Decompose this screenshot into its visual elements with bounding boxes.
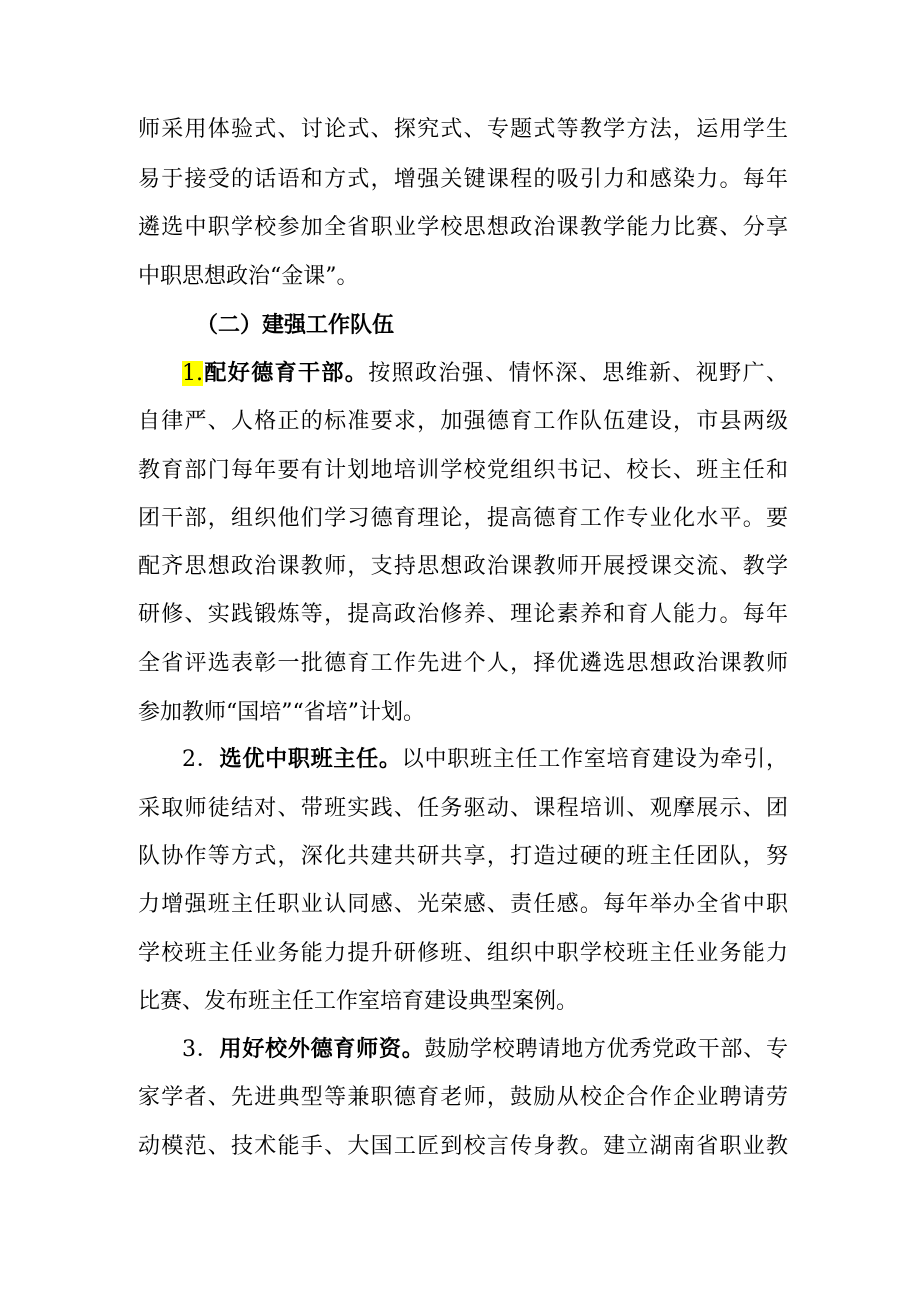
list-number: 3． [182, 1037, 220, 1062]
paragraph-first-line [182, 744, 788, 776]
paragraph-first-line [182, 358, 788, 390]
text-line: 全省评选表彰一批德育工作先进个人，择优遴选思想政治课教师 [138, 651, 788, 676]
paragraph-first-line [182, 1034, 788, 1066]
text-line: 中职思想政治“金课”。 [138, 264, 359, 289]
text-line: 采取师徒结对、带班实践、任务驱动、课程培训、观摩展示、团 [138, 796, 788, 821]
text-line: 动模范、技术能手、大国工匠到校言传身教。建立湖南省职业教 [138, 1134, 788, 1159]
section-heading: （二）建强工作队伍 [196, 313, 395, 338]
text-line: 自律严、人格正的标准要求，加强德育工作队伍建设，市县两级 [138, 409, 788, 434]
text-line: 家学者、先进典型等兼职德育老师，鼓励从校企合作企业聘请劳 [138, 1085, 788, 1110]
text-span: 以中职班主任工作室培育建设为牵引， [401, 747, 788, 772]
paragraph-title: 选优中职班主任。 [219, 747, 402, 772]
text-line: 遴选中职学校参加全省职业学校思想政治课教学能力比赛、分享 [138, 215, 788, 240]
text-line: 队协作等方式，深化共建共研共享，打造过硬的班主任团队，努 [138, 844, 788, 869]
paragraph-title: 配好德育干部。 [203, 361, 369, 386]
text-line: 团干部，组织他们学习德育理论，提高德育工作专业化水平。要 [138, 506, 788, 531]
list-number-highlighted: 1. [182, 361, 203, 386]
list-number: 2． [182, 747, 220, 772]
text-line: 比赛、发布班主任工作室培育建设典型案例。 [138, 989, 579, 1014]
text-line: 易于接受的话语和方式，增强关键课程的吸引力和感染力。每年 [138, 167, 788, 192]
text-span: 按照政治强、情怀深、思维新、视野广、 [368, 361, 788, 386]
text-span: 鼓励学校聘请地方优秀党政干部、专 [424, 1037, 788, 1062]
text-line: 师采用体验式、讨论式、探究式、专题式等教学方法，运用学生 [138, 117, 788, 142]
text-line: 力增强班主任职业认同感、光荣感、责任感。每年举办全省中职 [138, 892, 788, 917]
paragraph-title: 用好校外德育师资。 [219, 1037, 425, 1062]
text-line: 教育部门每年要有计划地培训学校党组织书记、校长、班主任和 [138, 458, 788, 483]
text-line: 研修、实践锻炼等，提高政治修养、理论素养和育人能力。每年 [138, 602, 788, 627]
text-line: 配齐思想政治课教师，支持思想政治课教师开展授课交流、教学 [138, 554, 788, 579]
text-line: 学校班主任业务能力提升研修班、组织中职学校班主任业务能力 [138, 941, 788, 966]
text-line: 参加教师“国培”“省培”计划。 [138, 700, 425, 725]
